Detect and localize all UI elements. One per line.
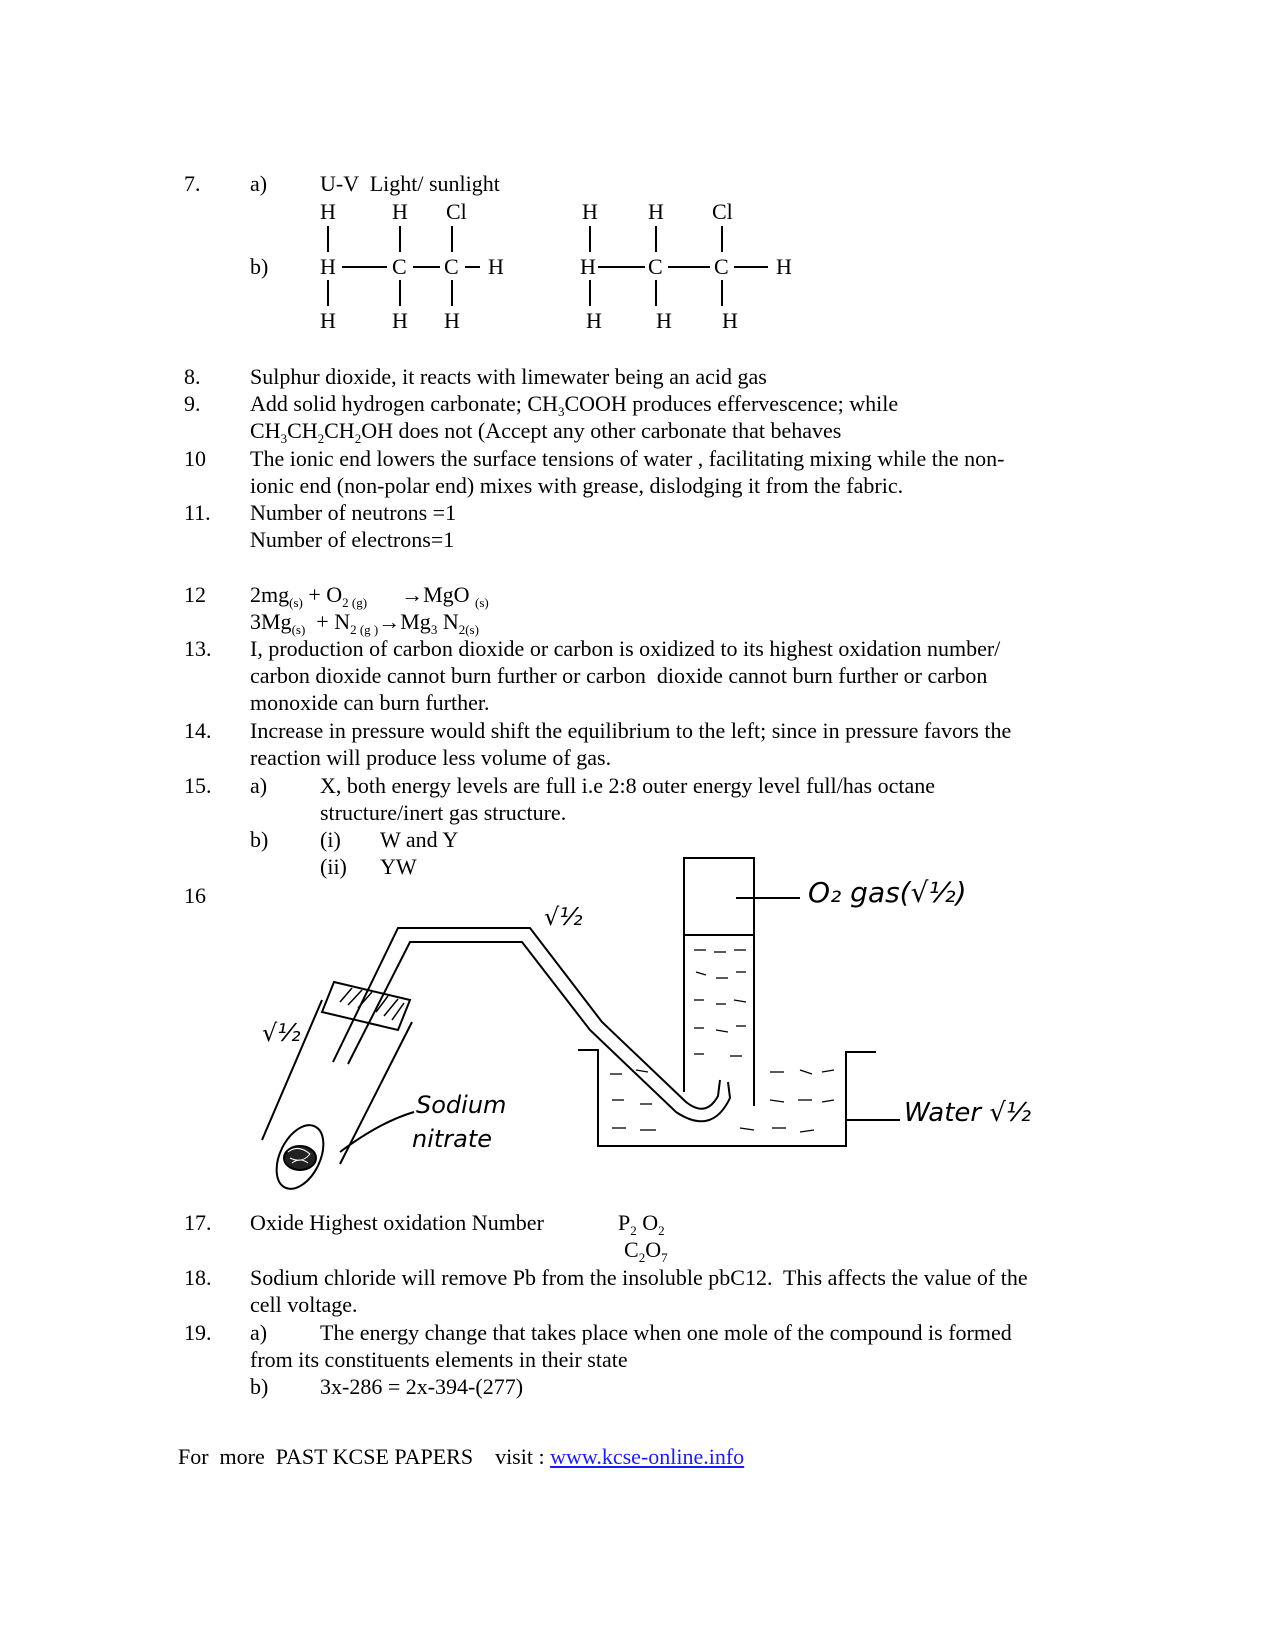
q17-number: 17.	[184, 1210, 212, 1235]
mol1-bottom-h2: H	[392, 308, 408, 333]
q13-line3: monoxide can burn further.	[250, 690, 490, 715]
q19a-line2: from its constituents elements in their state	[250, 1347, 628, 1372]
q19a-line1: The energy change that takes place when one mole of the compound is formed	[320, 1320, 1012, 1345]
q7b-label: b)	[250, 254, 269, 279]
mol1-top-h2: H	[392, 199, 408, 224]
mol2-bottom-h1: H	[586, 308, 602, 333]
q12-equation-2: $3Mg_{(s)} + N_{2 (g )}\to Mg_3$ $N_{2(s)}$	[250, 609, 479, 637]
q11-line2: Number of electrons=1	[250, 527, 455, 552]
q15b-label: b)	[250, 827, 269, 852]
q8-number: 8.	[184, 364, 201, 389]
mol2-top-h2: H	[648, 199, 664, 224]
mol2-top-h1: H	[582, 199, 598, 224]
q7a-label: a)	[250, 171, 268, 196]
arrow: →	[401, 582, 424, 607]
q17-formula-2: $C_2O_7$	[624, 1237, 668, 1265]
q18-line1: Sodium chloride will remove Pb from the insoluble pbC12. This affects the value of the	[250, 1265, 1028, 1290]
q10-number: 10	[184, 446, 206, 471]
molecule-2-bonds	[590, 226, 768, 306]
arrow: →	[378, 609, 401, 634]
q18-line2: cell voltage.	[250, 1292, 358, 1317]
q15b-ii-label: (ii)	[320, 854, 347, 879]
water-label: Water √½	[904, 1098, 1032, 1128]
q7a-answer: U-V Light/ sunlight	[320, 171, 500, 196]
mol1-bottom-h3: H	[444, 308, 460, 333]
delivery-mark: √½	[544, 903, 583, 931]
water-dashes	[610, 950, 834, 1132]
tube-mark: √½	[262, 1019, 301, 1047]
q14-number: 14.	[184, 718, 212, 743]
q15b-ii-answer: YW	[380, 854, 417, 879]
q18-number: 18.	[184, 1265, 212, 1290]
q12-number: 12	[184, 582, 206, 607]
trough	[578, 1050, 876, 1146]
q14-line2: reaction will produce less volume of gas.	[250, 745, 612, 770]
q11-line1: Number of neutrons =1	[250, 500, 457, 525]
mol1-top-cl: Cl	[446, 199, 467, 224]
mol2-top-cl: Cl	[712, 199, 733, 224]
q15b-i-label: (i)	[320, 827, 341, 852]
reagent-label-2: nitrate	[412, 1125, 493, 1153]
mol1-top-h1: H	[320, 199, 336, 224]
q15b-i-answer: W and Y	[380, 827, 459, 852]
q15a-label: a)	[250, 773, 268, 798]
q15a-line2: structure/inert gas structure.	[320, 800, 567, 825]
reagent-pointer	[340, 1112, 414, 1152]
q17-answer: Oxide Highest oxidation Number	[250, 1210, 544, 1235]
mol1-c2: C	[444, 254, 459, 279]
gas-label: O₂ gas(√½)	[808, 876, 967, 909]
q15a-line1: X, both energy levels are full i.e 2:8 outer energy level full/has octane	[320, 773, 935, 798]
delivery-tube-inner	[348, 942, 730, 1121]
q12-equation-1: $2mg_{(s)} + O_{2 (g)} \to MgO$ $_{(s)}$	[250, 582, 489, 610]
q9-number: 9.	[184, 391, 201, 416]
reagent-label-1: Sodium	[416, 1091, 507, 1119]
q9-line1: Add solid hydrogen carbonate; $CH_3COOH$ produces effervescence; while	[250, 391, 899, 419]
footer-link[interactable]: www.kcse-online.info	[550, 1444, 745, 1469]
q7-number: 7.	[184, 171, 201, 196]
q19b-label: b)	[250, 1374, 269, 1399]
q11-number: 11.	[184, 500, 211, 525]
mol2-bottom-h2: H	[656, 308, 672, 333]
footer	[178, 1444, 744, 1470]
footer-text: For more PAST KCSE PAPERS visit :	[178, 1444, 551, 1469]
q13-number: 13.	[184, 636, 212, 661]
mol1-c1: C	[392, 254, 407, 279]
q13-line2: carbon dioxide cannot burn further or carbon dioxide cannot burn further or carbon	[250, 663, 988, 688]
q9-line2: $CH_3CH_2CH_2OH$ does not (Accept any other carbonate that behaves	[250, 418, 842, 446]
mol2-c1: C	[648, 254, 663, 279]
stopper	[322, 982, 410, 1030]
q8-answer: Sulphur dioxide, it reacts with limewater being an acid gas	[250, 364, 767, 389]
q19a-label: a)	[250, 1320, 268, 1345]
q15-number: 15.	[184, 773, 212, 798]
mol2-bottom-h3: H	[722, 308, 738, 333]
gas-jar	[684, 858, 754, 1106]
q14-line1: Increase in pressure would shift the equilibrium to the left; since in pressure favors the	[250, 718, 1012, 743]
q19b-answer: 3x-286 = 2x-394-(277)	[320, 1374, 524, 1399]
q19-number: 19.	[184, 1320, 212, 1345]
tube-wall-right	[340, 1022, 412, 1164]
q17-formula-1: $P_2$ $O_2$	[618, 1210, 665, 1238]
mol2-left-h: H	[580, 254, 596, 279]
q16-number: 16	[184, 883, 206, 908]
q10-line2: ionic end (non-polar end) mixes with grease, dislodging it from the fabric.	[250, 473, 904, 498]
mol1-right-h: H	[488, 254, 504, 279]
delivery-tube-outer	[333, 928, 720, 1109]
q10-line1: The ionic end lowers the surface tensions of water , facilitating mixing while the non-	[250, 446, 1005, 471]
q13-line1: I, production of carbon dioxide or carbon is oxidized to its highest oxidation number/	[250, 636, 1001, 661]
mol2-right-h: H	[776, 254, 792, 279]
mol2-c2: C	[714, 254, 729, 279]
mol1-bottom-h1: H	[320, 308, 336, 333]
sodium-nitrate-solid	[284, 1146, 316, 1170]
mol1-left-h: H	[320, 254, 336, 279]
